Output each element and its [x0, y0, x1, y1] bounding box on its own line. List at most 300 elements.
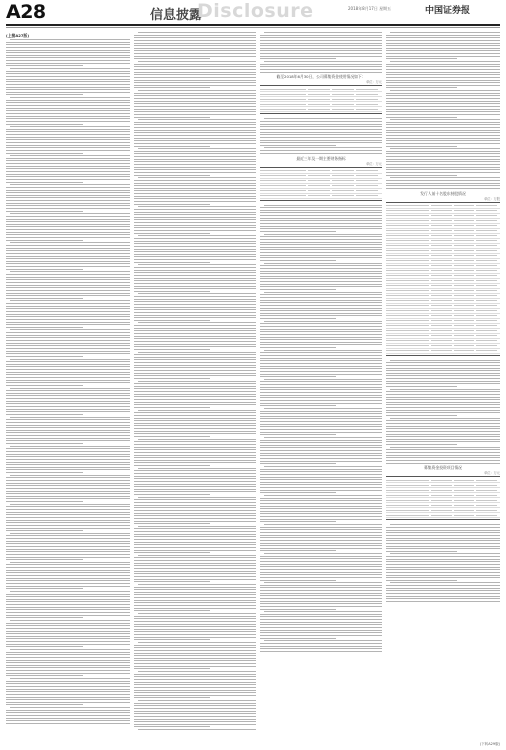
text-line	[260, 521, 336, 522]
text-line	[260, 627, 382, 628]
text-line	[134, 484, 256, 485]
text-line	[6, 440, 130, 441]
text-line	[134, 80, 256, 81]
text-line	[386, 415, 457, 416]
text-line	[134, 95, 256, 96]
text-line	[386, 87, 457, 88]
text-line	[6, 654, 130, 655]
text-line	[134, 304, 256, 305]
text-line	[6, 366, 130, 367]
text-line	[260, 395, 382, 396]
text-line	[138, 526, 256, 527]
text-line	[6, 662, 130, 663]
text-line	[386, 404, 500, 405]
text-line	[6, 63, 130, 64]
text-line	[260, 260, 336, 261]
text-line	[134, 280, 256, 281]
table-cell	[356, 180, 378, 181]
table-cell	[356, 109, 378, 110]
text-line	[134, 568, 256, 569]
text-line	[6, 607, 130, 608]
text-line	[386, 135, 500, 136]
text-line	[134, 521, 256, 522]
text-line	[6, 419, 130, 420]
text-line	[138, 439, 256, 440]
text-line	[138, 584, 256, 585]
text-line	[6, 224, 130, 225]
text-line	[260, 153, 382, 154]
text-line	[6, 308, 130, 309]
text-line	[134, 428, 256, 429]
text-line	[260, 445, 382, 446]
text-line	[6, 691, 130, 692]
text-line	[134, 523, 210, 524]
text-line	[260, 137, 382, 138]
text-line	[386, 80, 500, 81]
table-cell	[476, 500, 497, 501]
text-line	[6, 94, 83, 95]
table-cell	[476, 270, 497, 271]
table-cell	[454, 285, 475, 286]
text-line	[6, 517, 130, 518]
data-table	[260, 85, 382, 114]
text-line	[386, 159, 500, 160]
text-line	[6, 549, 130, 550]
text-line	[260, 210, 382, 211]
text-line	[6, 200, 130, 201]
text-line	[134, 77, 256, 78]
table-cell	[431, 310, 452, 311]
text-line	[6, 469, 130, 470]
text-line	[6, 372, 130, 373]
text-line	[134, 180, 256, 181]
text-line	[134, 687, 256, 688]
text-line	[6, 179, 130, 180]
text-line	[6, 361, 130, 362]
text-line	[134, 388, 256, 389]
text-line	[6, 65, 83, 66]
text-line	[260, 463, 336, 464]
text-line	[6, 356, 83, 357]
text-line	[386, 548, 500, 549]
text-line	[134, 631, 256, 632]
text-line	[260, 207, 382, 208]
text-line	[390, 61, 500, 62]
text-line	[390, 148, 500, 149]
text-line	[260, 572, 382, 573]
text-line	[134, 597, 256, 598]
table-cell	[431, 500, 452, 501]
text-line	[6, 702, 130, 703]
table-cell	[431, 245, 452, 246]
text-line	[6, 240, 83, 241]
text-line	[134, 146, 210, 147]
text-line	[386, 45, 500, 46]
text-line	[6, 60, 130, 61]
text-line	[260, 429, 382, 430]
text-line	[6, 411, 130, 412]
text-line	[6, 79, 130, 80]
text-line	[6, 530, 83, 531]
text-line	[134, 301, 256, 302]
text-line	[260, 69, 382, 70]
text-line	[386, 564, 500, 565]
text-line	[386, 140, 500, 141]
text-line	[6, 454, 130, 455]
table-cell	[476, 235, 497, 236]
text-line	[134, 447, 256, 448]
text-line	[6, 55, 130, 56]
table-cell	[476, 220, 497, 221]
text-line	[264, 408, 382, 409]
table-cell	[386, 480, 429, 481]
text-line	[134, 230, 256, 231]
text-line	[6, 229, 130, 230]
text-line	[134, 256, 256, 257]
table-cell	[454, 225, 475, 226]
continued-on-note: (下转A29版)	[479, 742, 500, 746]
text-line	[134, 357, 256, 358]
text-line	[386, 577, 500, 578]
text-line	[134, 307, 256, 308]
text-line	[6, 718, 130, 719]
table-title: 最近三年及一期主要财务指标	[296, 155, 346, 161]
text-line	[386, 53, 500, 54]
text-line	[6, 694, 130, 695]
text-line	[6, 554, 130, 555]
text-line	[386, 43, 500, 44]
table-cell	[476, 255, 497, 256]
text-line	[134, 85, 256, 86]
text-line	[260, 651, 382, 652]
text-line	[10, 678, 130, 679]
table-cell	[454, 320, 475, 321]
table-cell	[308, 185, 330, 186]
text-line	[6, 287, 130, 288]
text-line	[260, 548, 382, 549]
text-line	[260, 455, 382, 456]
text-line	[260, 145, 336, 146]
text-line	[10, 300, 130, 301]
text-line	[6, 92, 130, 93]
text-line	[386, 399, 500, 400]
text-line	[386, 98, 500, 99]
table-cell	[476, 275, 497, 276]
body-text	[386, 524, 500, 601]
text-line	[386, 381, 500, 382]
text-line	[6, 528, 130, 529]
text-line	[134, 325, 256, 326]
text-line	[134, 341, 256, 342]
text-line	[260, 619, 382, 620]
table-cell	[356, 185, 378, 186]
table-cell	[431, 320, 452, 321]
text-line	[260, 616, 382, 617]
text-line	[134, 473, 256, 474]
text-line	[6, 435, 130, 436]
table-cell	[386, 320, 429, 321]
text-line	[6, 211, 83, 212]
text-line	[260, 453, 382, 454]
text-line	[6, 316, 130, 317]
text-line	[260, 595, 382, 596]
text-line	[6, 689, 130, 690]
text-line	[10, 68, 130, 69]
text-line	[134, 457, 256, 458]
text-line	[260, 516, 382, 517]
text-line	[260, 215, 382, 216]
text-line	[134, 494, 210, 495]
text-line	[260, 424, 382, 425]
text-line	[134, 378, 210, 379]
text-line	[260, 315, 382, 316]
text-line	[386, 439, 500, 440]
text-line	[260, 413, 382, 414]
text-line	[134, 418, 256, 419]
text-line	[260, 577, 382, 578]
text-line	[6, 425, 130, 426]
text-line	[6, 541, 130, 542]
text-line	[260, 477, 382, 478]
table-cell	[454, 510, 475, 511]
text-line	[386, 156, 500, 157]
table-cell	[308, 180, 330, 181]
text-line	[6, 377, 130, 378]
text-line	[134, 452, 256, 453]
text-line	[6, 501, 83, 502]
text-line	[260, 556, 382, 557]
text-line	[260, 405, 336, 406]
body-text	[134, 32, 256, 730]
text-line	[134, 167, 256, 168]
text-line	[386, 455, 500, 456]
text-line	[6, 258, 130, 259]
masthead-rule-thin	[6, 27, 500, 28]
text-line	[260, 278, 382, 279]
text-line	[134, 222, 256, 223]
text-line	[138, 235, 256, 236]
text-line	[6, 641, 130, 642]
table-cell	[431, 250, 452, 251]
text-line	[134, 243, 256, 244]
text-line	[260, 598, 382, 599]
table-cell	[386, 285, 429, 286]
text-line	[6, 369, 130, 370]
table-cell	[454, 205, 475, 206]
table-cell	[386, 220, 429, 221]
table-cell	[431, 220, 452, 221]
text-line	[134, 309, 256, 310]
table-cell	[431, 290, 452, 291]
text-line	[134, 455, 256, 456]
text-line	[386, 124, 500, 125]
text-line	[138, 497, 256, 498]
text-line	[260, 537, 382, 538]
text-line	[10, 475, 130, 476]
text-line	[134, 175, 210, 176]
text-line	[6, 322, 130, 323]
text-line	[386, 428, 500, 429]
table-cell	[386, 235, 429, 236]
text-line	[386, 74, 500, 75]
text-line	[386, 593, 500, 594]
text-line	[386, 35, 500, 36]
text-line	[6, 100, 130, 101]
text-line	[386, 183, 500, 184]
text-line	[386, 559, 500, 560]
text-line	[134, 602, 256, 603]
table-cell	[454, 245, 475, 246]
text-line	[386, 58, 457, 59]
text-line	[134, 695, 256, 696]
text-line	[134, 262, 210, 263]
text-line	[6, 564, 130, 565]
body-text	[386, 32, 500, 189]
text-line	[260, 294, 382, 295]
text-line	[6, 142, 130, 143]
text-line	[264, 118, 382, 119]
text-line	[10, 126, 130, 127]
table-cell	[454, 340, 475, 341]
text-line	[134, 423, 256, 424]
text-line	[386, 169, 500, 170]
text-line	[386, 48, 500, 49]
text-line	[134, 330, 256, 331]
table-cell	[386, 210, 429, 211]
text-line	[134, 515, 256, 516]
text-line	[6, 121, 130, 122]
text-line	[264, 437, 382, 438]
text-line	[134, 272, 256, 273]
text-line	[390, 447, 500, 448]
text-line	[386, 370, 500, 371]
table-cell	[476, 260, 497, 261]
body-text	[386, 360, 500, 464]
text-line	[6, 401, 130, 402]
table-cell	[454, 330, 475, 331]
table-cell	[386, 510, 429, 511]
section-title-en: Disclosure	[197, 0, 314, 22]
text-line	[260, 297, 382, 298]
table-cell	[454, 235, 475, 236]
text-line	[6, 493, 130, 494]
text-line	[6, 340, 130, 341]
text-line	[134, 354, 256, 355]
table-cell	[476, 290, 497, 291]
table-cell	[308, 89, 330, 90]
text-line	[260, 276, 382, 277]
text-line	[260, 255, 382, 256]
table-cell	[476, 495, 497, 496]
text-line	[134, 703, 256, 704]
table-cell	[454, 305, 475, 306]
text-line	[6, 158, 130, 159]
text-line	[134, 246, 256, 247]
text-line	[260, 126, 382, 127]
text-line	[390, 524, 500, 525]
table-cell	[386, 310, 429, 311]
text-line	[134, 528, 256, 529]
table-cell	[431, 240, 452, 241]
text-line	[264, 582, 382, 583]
text-line	[386, 532, 500, 533]
text-line	[6, 298, 83, 299]
text-line	[386, 452, 500, 453]
text-line	[260, 121, 382, 122]
text-line	[386, 543, 500, 544]
text-line	[264, 553, 382, 554]
table-cell	[431, 235, 452, 236]
text-line	[6, 546, 130, 547]
text-line	[260, 342, 382, 343]
text-line	[264, 524, 382, 525]
text-line	[6, 522, 130, 523]
text-line	[264, 466, 382, 467]
text-line	[138, 61, 256, 62]
table-cell	[454, 280, 475, 281]
text-line	[6, 269, 83, 270]
text-line	[134, 579, 256, 580]
text-line	[134, 399, 256, 400]
table-cell	[431, 295, 452, 296]
text-line	[260, 558, 382, 559]
text-line	[134, 470, 256, 471]
text-line	[260, 368, 382, 369]
text-line	[260, 271, 382, 272]
text-line	[10, 184, 130, 185]
text-line	[6, 174, 130, 175]
text-line	[6, 543, 130, 544]
text-line	[6, 557, 130, 558]
text-line	[134, 499, 256, 500]
text-line	[6, 190, 130, 191]
text-line	[134, 433, 256, 434]
table-cell	[386, 215, 429, 216]
text-line	[260, 66, 382, 67]
text-line	[134, 412, 256, 413]
text-line	[134, 491, 256, 492]
text-line	[390, 418, 500, 419]
text-line	[260, 508, 382, 509]
text-line	[134, 367, 256, 368]
text-line	[260, 326, 382, 327]
text-line	[260, 635, 382, 636]
table-cell	[454, 260, 475, 261]
text-line	[260, 56, 382, 57]
table-cell	[356, 170, 378, 171]
table-cell	[386, 340, 429, 341]
text-line	[386, 530, 500, 531]
text-line	[134, 415, 256, 416]
text-line	[260, 231, 336, 232]
text-line	[6, 652, 130, 653]
text-line	[260, 48, 382, 49]
table-cell	[431, 285, 452, 286]
text-line	[6, 559, 83, 560]
table-row	[386, 513, 500, 518]
text-line	[264, 234, 382, 235]
text-line	[260, 334, 382, 335]
table-cell	[386, 230, 429, 231]
text-line	[386, 69, 500, 70]
text-line	[6, 483, 130, 484]
text-line	[6, 382, 130, 383]
text-line	[6, 153, 83, 154]
text-line	[6, 578, 130, 579]
table-cell	[476, 340, 497, 341]
table-cell	[260, 180, 306, 181]
text-line	[260, 545, 382, 546]
